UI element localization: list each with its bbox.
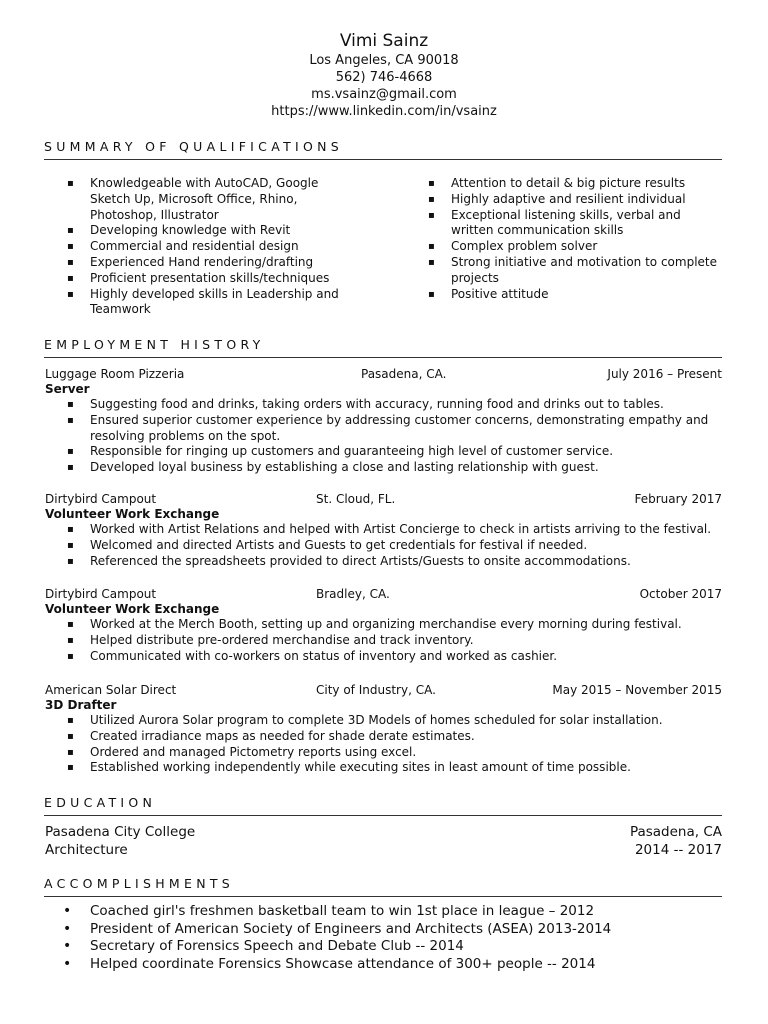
company-name: Luggage Room Pizzeria	[45, 367, 185, 381]
phone-number: 562) 746-4668	[335, 70, 433, 85]
list-item: ▪ Highly adaptive and resilient individual	[406, 192, 724, 208]
list-item: ▪ Complex problem solver	[406, 239, 724, 255]
list-item: • President of American Society of Engineers and Architects (ASEA) 2013-2014	[45, 921, 725, 939]
list-item: ▪ Proficient presentation skills/techniques	[45, 271, 355, 287]
job-entry	[45, 682, 722, 776]
school-location: Pasadena, CA	[629, 824, 722, 840]
section-heading-employment: EMPLOYMENT HISTORY	[44, 337, 722, 358]
program-name: Architecture	[45, 842, 128, 858]
job-role: 3D Drafter	[45, 698, 117, 712]
list-item: ▪ Responsible for ringing up customers and guaranteeing high level of customer service.	[45, 444, 722, 460]
address: Los Angeles, CA 90018	[309, 53, 459, 68]
job-entry	[45, 491, 722, 569]
candidate-name: Vimi Sainz	[339, 31, 429, 51]
school-name: Pasadena City College	[45, 824, 196, 840]
list-item: ▪ Developing knowledge with Revit	[45, 223, 355, 239]
list-item: ▪ Suggesting food and drinks, taking orders with accuracy, running food and drinks out to tables.	[45, 397, 722, 413]
list-item: ▪ Established working independently while executing sites in least amount of time possible.	[45, 760, 722, 776]
list-item: ▪ Helped distribute pre-ordered merchandise and track inventory.	[45, 633, 722, 649]
list-item: ▪ Ensured superior customer experience by addressing customer concerns, demonstrating empathy and resolving problems on the spot.	[45, 413, 722, 445]
job-duties	[45, 713, 722, 776]
list-item: • Secretary of Forensics Speech and Debate Club -- 2014	[45, 938, 725, 956]
qualifications-list-right	[406, 176, 724, 302]
accomplishments-list	[45, 903, 725, 973]
list-item: ▪ Highly developed skills in Leadership and Teamwork	[45, 287, 355, 319]
section-heading-accomplishments: ACCOMPLISHMENTS	[44, 876, 722, 897]
job-location: Pasadena, CA.	[361, 367, 447, 381]
qualifications-list-left	[45, 176, 355, 318]
education-entry	[45, 823, 722, 859]
list-item: ▪ Attention to detail & big picture results	[406, 176, 724, 192]
list-item: ▪ Positive attitude	[406, 287, 724, 303]
list-item: ▪ Experienced Hand rendering/drafting	[45, 255, 355, 271]
email-address: ms.vsainz@gmail.com	[311, 87, 457, 102]
list-item: ▪ Knowledgeable with AutoCAD, Google Sketch Up, Microsoft Office, Rhino, Photoshop, Illustrator	[45, 176, 355, 223]
list-item: • Helped coordinate Forensics Showcase attendance of 300+ people -- 2014	[45, 956, 725, 974]
company-name: American Solar Direct	[45, 683, 177, 697]
linkedin-url[interactable]: https://www.linkedin.com/in/vsainz	[271, 104, 497, 119]
job-dates: October 2017	[639, 587, 722, 601]
list-item: ▪ Ordered and managed Pictometry reports using excel.	[45, 745, 722, 761]
list-item: • Coached girl's freshmen basketball team to win 1st place in league – 2012	[45, 903, 725, 921]
resume-header	[0, 30, 768, 120]
job-dates: February 2017	[634, 492, 722, 506]
job-location: City of Industry, CA.	[316, 683, 436, 697]
job-location: Bradley, CA.	[316, 587, 390, 601]
list-item: ▪ Developed loyal business by establishing a close and lasting relationship with guest.	[45, 460, 722, 476]
company-name: Dirtybird Campout	[45, 587, 157, 601]
job-entry	[45, 586, 722, 664]
list-item: ▪ Welcomed and directed Artists and Guests to get credentials for festival if needed.	[45, 538, 722, 554]
list-item: ▪ Referenced the spreadsheets provided to direct Artists/Guests to onsite accommodations.	[45, 554, 722, 570]
list-item: ▪ Worked at the Merch Booth, setting up and organizing merchandise every morning during festival.	[45, 617, 722, 633]
list-item: ▪ Communicated with co-workers on status of inventory and worked as cashier.	[45, 649, 722, 665]
company-name: Dirtybird Campout	[45, 492, 157, 506]
job-role: Volunteer Work Exchange	[45, 507, 220, 521]
list-item: ▪ Commercial and residential design	[45, 239, 355, 255]
job-duties	[45, 397, 722, 476]
job-role: Server	[45, 382, 90, 396]
job-location: St. Cloud, FL.	[316, 492, 396, 506]
job-dates: July 2016 – Present	[607, 367, 722, 381]
list-item: ▪ Exceptional listening skills, verbal and written communication skills	[406, 208, 724, 240]
list-item: ▪ Created irradiance maps as needed for shade derate estimates.	[45, 729, 722, 745]
job-duties	[45, 617, 722, 664]
section-heading-education: EDUCATION	[44, 795, 722, 816]
list-item: ▪ Worked with Artist Relations and helped with Artist Concierge to check in artists arriving to the festival.	[45, 522, 722, 538]
list-item: ▪ Strong initiative and motivation to complete projects	[406, 255, 724, 287]
job-entry	[45, 366, 722, 476]
job-dates: May 2015 – November 2015	[552, 683, 722, 697]
list-item: ▪ Utilized Aurora Solar program to complete 3D Models of homes scheduled for solar installation.	[45, 713, 722, 729]
job-role: Volunteer Work Exchange	[45, 602, 220, 616]
section-heading-qualifications: SUMMARY OF QUALIFICATIONS	[44, 139, 722, 160]
education-years: 2014 -- 2017	[634, 842, 722, 858]
job-duties	[45, 522, 722, 569]
